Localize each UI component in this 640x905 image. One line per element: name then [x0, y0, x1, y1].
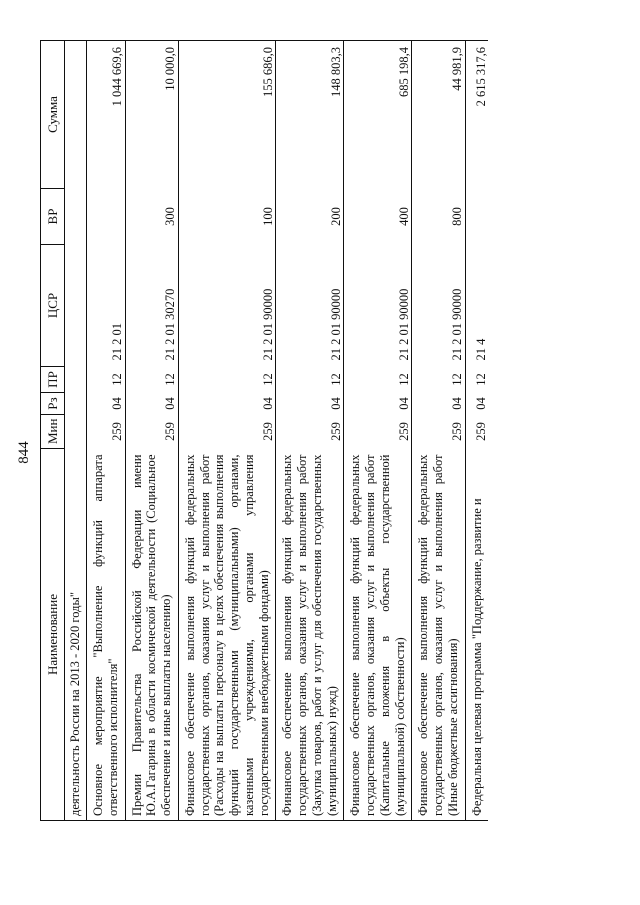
row-sum: 1 044 669,6 — [87, 41, 126, 189]
row-pr: 12 — [412, 367, 465, 393]
row-csr: 21 2 01 — [87, 245, 126, 367]
header-min: Мин — [41, 415, 65, 449]
row-min: 259 — [178, 415, 276, 449]
row-vr: 100 — [178, 189, 276, 245]
row-vr: 400 — [344, 189, 412, 245]
table-row — [412, 41, 465, 821]
row-vr — [87, 189, 126, 245]
table-row — [276, 41, 344, 821]
row-min: 259 — [125, 415, 178, 449]
row-rz: 04 — [125, 393, 178, 415]
continuation-row — [65, 41, 87, 821]
table-row — [344, 41, 412, 821]
row-sum: 148 803,3 — [276, 41, 344, 189]
row-rz: 04 — [465, 393, 488, 415]
header-rz: Рз — [41, 393, 65, 415]
row-min: 259 — [276, 415, 344, 449]
page-number: 844 — [16, 441, 32, 464]
row-sum: 10 000,0 — [125, 41, 178, 189]
row-name: Федеральная целевая программа "Поддержание, развитие и — [465, 449, 488, 821]
budget-table — [40, 40, 488, 821]
row-csr: 21 2 01 90000 — [276, 245, 344, 367]
header-sum: Сумма — [41, 41, 65, 189]
row-name: Основное мероприятие "Выполнение функций аппарата ответственного исполнителя" — [87, 449, 126, 821]
row-name: Финансовое обеспечение выполнения функций федеральных государственных органов, оказания услуг и выполнения работ (Иные бюджетные ассигнования) — [412, 449, 465, 821]
continuation-text: деятельность России на 2013 - 2020 годы" — [65, 41, 87, 821]
table-row — [125, 41, 178, 821]
row-pr: 12 — [87, 367, 126, 393]
row-sum: 155 686,0 — [178, 41, 276, 189]
row-min: 259 — [344, 415, 412, 449]
row-pr: 12 — [344, 367, 412, 393]
row-min: 259 — [412, 415, 465, 449]
row-rz: 04 — [412, 393, 465, 415]
row-vr: 300 — [125, 189, 178, 245]
row-min: 259 — [87, 415, 126, 449]
row-vr: 800 — [412, 189, 465, 245]
table-header-row — [41, 41, 65, 821]
row-sum: 685 198,4 — [344, 41, 412, 189]
row-vr: 200 — [276, 189, 344, 245]
row-csr: 21 4 — [465, 245, 488, 367]
header-vr: ВР — [41, 189, 65, 245]
row-rz: 04 — [87, 393, 126, 415]
row-csr: 21 2 01 90000 — [412, 245, 465, 367]
row-sum: 2 615 317,6 — [465, 41, 488, 189]
row-pr: 12 — [276, 367, 344, 393]
row-name: Финансовое обеспечение выполнения функций федеральных государственных органов, оказания услуг и выполнения работ (Расходы на выплаты персоналу в целях обеспечения выполнения функций государственными (муниципальными) органами, казенными учреждениями, органами управления государственными внебюджетными фондами) — [178, 449, 276, 821]
row-rz: 04 — [178, 393, 276, 415]
row-csr: 21 2 01 30270 — [125, 245, 178, 367]
row-rz: 04 — [276, 393, 344, 415]
table-row — [465, 41, 488, 821]
header-csr: ЦСР — [41, 245, 65, 367]
row-sum: 44 981,9 — [412, 41, 465, 189]
header-name: Наименование — [41, 449, 65, 821]
row-pr: 12 — [178, 367, 276, 393]
row-name: Премии Правительства Российской Федерации имени Ю.А.Гагарина в области космической деятельности (Социальное обеспечение и иные выплаты населению) — [125, 449, 178, 821]
row-name: Финансовое обеспечение выполнения функций федеральных государственных органов, оказания услуг и выполнения работ (Капитальные вложения в объекты государственной (муниципальной) собственности) — [344, 449, 412, 821]
header-pr: ПР — [41, 367, 65, 393]
row-pr: 12 — [125, 367, 178, 393]
row-name: Финансовое обеспечение выполнения функций федеральных государственных органов, оказания услуг и выполнения работ (Закупка товаров, работ и услуг для обеспечения государственных (муниципальных) нужд) — [276, 449, 344, 821]
row-rz: 04 — [344, 393, 412, 415]
row-pr: 12 — [465, 367, 488, 393]
row-csr: 21 2 01 90000 — [344, 245, 412, 367]
row-min: 259 — [465, 415, 488, 449]
row-csr: 21 2 01 90000 — [178, 245, 276, 367]
row-vr — [465, 189, 488, 245]
table-row — [87, 41, 126, 821]
table-row — [178, 41, 276, 821]
